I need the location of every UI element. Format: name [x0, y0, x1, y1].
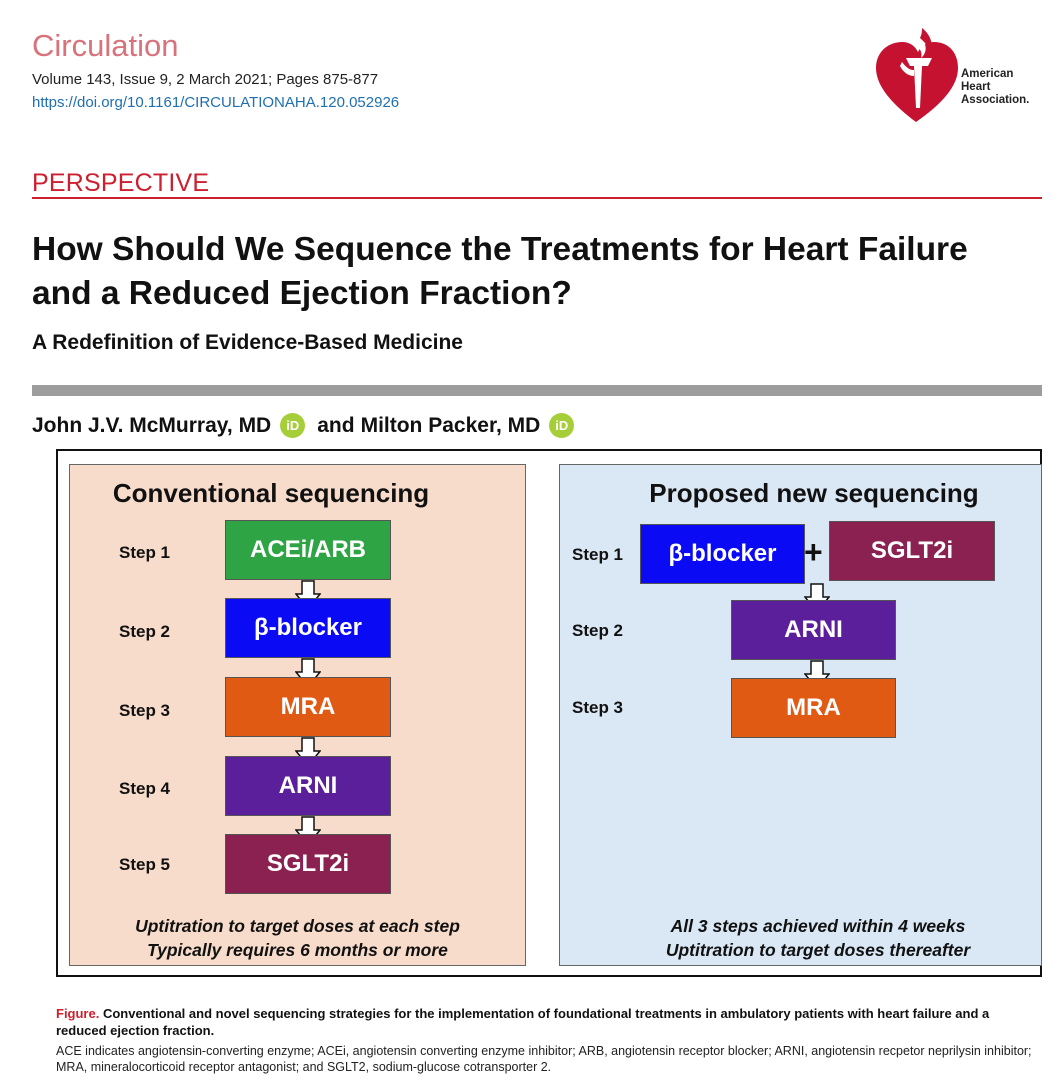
article-subtitle: A Redefinition of Evidence-Based Medicine	[32, 331, 463, 354]
caption-text: Conventional and novel sequencing strategies for the implementation of foundational treatments in ambulatory patients with heart failure and a reduced ejection fraction.	[56, 1006, 990, 1038]
journal-title: Circulation	[32, 28, 179, 63]
panel-note	[69, 914, 526, 962]
step-label: Step 5	[119, 855, 171, 874]
drug-box: ARNI	[731, 600, 896, 660]
note-line: Uptitration to target doses at each step	[135, 916, 460, 936]
section-divider	[32, 197, 1042, 199]
drug-box: β-blocker	[225, 598, 391, 658]
step-label: Step 2	[572, 621, 624, 640]
doi-link[interactable]: https://doi.org/10.1161/CIRCULATIONAHA.120.052926	[32, 94, 400, 111]
org-line: American	[961, 68, 1014, 80]
org-line: Heart	[961, 81, 991, 93]
drug-box: SGLT2i	[225, 834, 391, 894]
caption-abbreviations: ACE indicates angiotensin-converting enzyme; ACEi, angiotensin converting enzyme inhibitor; ARB, angiotensin receptor blocker; ARNI, angiotensin recpetor neprilysin inhibitor; MRA, mineralocorticoid receptor antagonist; and SGLT2, sodium-glucose cotransporter 2.	[56, 1044, 1032, 1074]
orcid-icon[interactable]: iD	[280, 413, 305, 438]
author-line	[32, 413, 586, 438]
panel-title: Proposed new sequencing	[649, 478, 979, 508]
panel-note	[559, 914, 1063, 962]
step-label: Step 3	[572, 698, 624, 717]
drug-box: ARNI	[225, 756, 391, 816]
step-label: Step 3	[119, 701, 171, 720]
step-label: Step 1	[119, 543, 171, 562]
step-label: Step 4	[119, 779, 171, 798]
title-divider	[32, 385, 1042, 396]
figure-caption	[56, 1005, 1041, 1039]
note-line: All 3 steps achieved within 4 weeks	[670, 916, 966, 936]
section-label: PERSPECTIVE	[32, 169, 210, 197]
note-line: Uptitration to target doses thereafter	[665, 940, 971, 960]
drug-box: β-blocker	[640, 524, 805, 584]
drug-box: MRA	[225, 677, 391, 737]
panel-title: Conventional sequencing	[112, 478, 430, 508]
orcid-icon[interactable]: iD	[549, 413, 574, 438]
citation-line: Volume 143, Issue 9, 2 March 2021; Pages 875-877	[32, 71, 379, 88]
step-label: Step 1	[572, 545, 624, 564]
org-line: Association.	[961, 94, 1030, 106]
drug-box: ACEi/ARB	[225, 520, 391, 580]
author-name[interactable]: John J.V. McMurray, MD	[32, 413, 272, 437]
author-connector: and	[317, 413, 355, 437]
step-label: Step 2	[119, 622, 171, 641]
note-line: Typically requires 6 months or more	[147, 940, 448, 960]
aha-organization-name	[961, 68, 1029, 107]
plus-sign: +	[804, 534, 823, 570]
caption-label: Figure.	[56, 1006, 100, 1021]
article-title: How Should We Sequence the Treatments for Heart Failure and a Reduced Ejection Fraction?	[32, 231, 968, 312]
author-name[interactable]: Milton Packer, MD	[360, 413, 541, 437]
drug-box: SGLT2i	[829, 521, 995, 581]
drug-box: MRA	[731, 678, 896, 738]
